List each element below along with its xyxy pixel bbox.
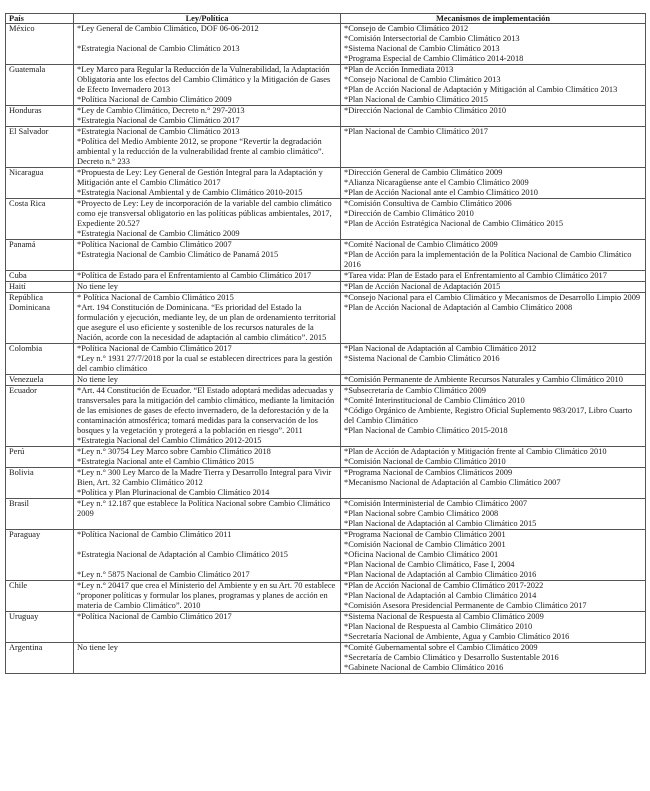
mechanisms-cell (341, 643, 646, 674)
table-row (6, 612, 646, 643)
country-cell: Venezuela (6, 375, 74, 386)
law-item: *Ley n.° 5875 Nacional de Cambio Climático 2017 (77, 570, 250, 579)
law-policy-cell (74, 499, 341, 530)
law-item: *Política Nacional de Cambio Climático 2017 (77, 612, 232, 621)
table-row (6, 65, 646, 106)
law-policy-cell (74, 106, 341, 127)
table-row (6, 581, 646, 612)
law-item: *Política de Estado para el Enfrentamiento al Cambio Climático 2017 (77, 271, 312, 280)
mechanism-item: *Subsecretaría de Cambio Climático 2009 (344, 386, 486, 395)
table-row (6, 468, 646, 499)
law-item: *Art. 44 Constitución de Ecuador. “El Estado adoptará medidas adecuadas y transversales para la mitigación del cambio climático, mediante la limitación de las emisiones de gases de efecto invernadero, de la deforestación y de la contaminación atmosférica; tomará medidas para la conservación de los bosques y la vegetación y protegerá a la población en riesgo”. 2011 (77, 386, 335, 435)
mechanisms-cell (341, 612, 646, 643)
law-item: No tiene ley (77, 282, 118, 291)
country-cell: Argentina (6, 643, 74, 674)
mechanism-item: *Plan Nacional de Adaptación al Cambio Climático 2012 (344, 344, 537, 353)
mechanism-item: *Sistema Nacional de Cambio Climático 2016 (344, 354, 500, 363)
table-body (6, 24, 646, 674)
law-policy-cell (74, 65, 341, 106)
header-law-policy: Ley/Política (74, 14, 341, 24)
mechanism-item: *Programa Nacional de Cambios Climáticos 2009 (344, 468, 513, 477)
law-policy-cell (74, 375, 341, 386)
table-row (6, 386, 646, 447)
mechanism-item: *Comité Interinstitucional de Cambio Climático 2010 (344, 396, 525, 405)
mechanism-item: *Consejo de Cambio Climático 2012 (344, 24, 469, 33)
mechanism-item: *Plan Nacional de Cambio Climático 2015-2018 (344, 426, 508, 435)
mechanisms-cell (341, 65, 646, 106)
mechanism-item: *Comisión Nacional de Cambio Climático 2001 (344, 540, 506, 549)
law-policy-cell (74, 282, 341, 293)
country-cell: Brasil (6, 499, 74, 530)
table-row (6, 240, 646, 271)
law-item: *Política y Plan Plurinacional de Cambio Climático 2014 (77, 488, 270, 497)
mechanism-item: *Dirección de Cambio Climático 2010 (344, 209, 474, 218)
table-row (6, 168, 646, 199)
mechanisms-cell (341, 386, 646, 447)
mechanism-item: *Código Orgánico de Ambiente, Registro Oficial Suplemento 983/2017, Libro Cuarto del Cambio Climático (344, 406, 633, 425)
mechanisms-cell (341, 344, 646, 375)
law-item (77, 34, 337, 44)
law-policy-cell (74, 386, 341, 447)
law-item: *Estrategia Nacional del Cambio Climático 2012-2015 (77, 436, 262, 445)
law-item: *Estrategia Nacional de Cambio Climático 2013 (77, 44, 240, 53)
mechanisms-cell (341, 447, 646, 468)
table-row (6, 282, 646, 293)
mechanism-item: *Sistema Nacional de Respuesta al Cambio Climático 2009 (344, 612, 544, 621)
law-item: *Política Nacional de Cambio Climático 2009 (77, 95, 232, 104)
mechanism-item: *Plan Nacional de Adaptación al Cambio Climático 2014 (344, 591, 537, 600)
law-item: *Ley Marco para Regular la Reducción de la Vulnerabilidad, la Adaptación Obligatoria ante los efectos del Cambio Climático y la Mitigación de Gases de Efecto Invernadero 2013 (77, 65, 331, 94)
law-item: *Propuesta de Ley: Ley General de Gestión Integral para la Adaptación y Mitigación ante el Cambio Climático 2017 (77, 168, 323, 187)
mechanism-item: *Secretaría de Cambio Climático y Desarrollo Sustentable 2016 (344, 653, 559, 662)
law-policy-cell (74, 447, 341, 468)
mechanism-item: *Plan de Acción Nacional de Adaptación y Mitigación al Cambio Climático 2013 (344, 85, 618, 94)
mechanism-item: *Plan Nacional de Adaptación al Cambio Climático 2016 (344, 570, 537, 579)
country-cell: Colombia (6, 344, 74, 375)
law-item (77, 560, 337, 570)
mechanism-item: *Gabinete Nacional de Cambio Climático 2016 (344, 663, 504, 672)
mechanisms-cell (341, 375, 646, 386)
mechanisms-cell (341, 282, 646, 293)
mechanism-item: *Comisión Consultiva de Cambio Climático 2006 (344, 199, 512, 208)
law-item: No tiene ley (77, 643, 118, 652)
table-row (6, 271, 646, 282)
table-row (6, 293, 646, 344)
country-cell: República Dominicana (6, 293, 74, 344)
law-policy-cell (74, 168, 341, 199)
law-policy-cell (74, 344, 341, 375)
mechanism-item: *Plan Nacional de Cambio Climático 2017 (344, 127, 488, 136)
law-policy-cell (74, 293, 341, 344)
law-item: *Estrategia Nacional de Cambio Climático 2017 (77, 116, 240, 125)
mechanism-item: *Plan Nacional de Respuesta al Cambio Climático 2010 (344, 622, 533, 631)
law-policy-cell (74, 612, 341, 643)
country-cell: Ecuador (6, 386, 74, 447)
mechanism-item: *Programa Especial de Cambio Climático 2014-2018 (344, 54, 524, 63)
mechanisms-cell (341, 24, 646, 65)
law-item: *Ley n.° 1931 27/7/2018 por la cual se establecen directrices para la gestión del cambio climático (77, 354, 333, 373)
table-row (6, 344, 646, 375)
law-policy-cell (74, 127, 341, 168)
mechanism-item: *Comisión Interministerial de Cambio Climático 2007 (344, 499, 528, 508)
mechanism-item: *Plan de Acción Nacional de Adaptación al Cambio Climático 2008 (344, 303, 573, 312)
law-item: *Estrategia Nacional de Adaptación al Cambio Climático 2015 (77, 550, 288, 559)
mechanism-item: *Plan de Acción Nacional de Adaptación 2015 (344, 282, 501, 291)
mechanism-item: *Comité Nacional de Cambio Climático 2009 (344, 240, 498, 249)
climate-policy-table (5, 13, 646, 674)
table-row (6, 106, 646, 127)
mechanisms-cell (341, 168, 646, 199)
mechanism-item: *Plan de Acción Inmediata 2013 (344, 65, 454, 74)
law-item: No tiene ley (77, 375, 118, 384)
law-policy-cell (74, 199, 341, 240)
table-row (6, 375, 646, 386)
law-item: *Política Nacional de Cambio Climático 2007 (77, 240, 232, 249)
law-item: * Política Nacional de Cambio Climático 2015 (77, 293, 234, 302)
table-row (6, 530, 646, 581)
mechanism-item: *Comisión Nacional de Cambio Climático 2010 (344, 457, 506, 466)
mechanism-item: *Secretaría Nacional de Ambiente, Agua y Cambio Climático 2016 (344, 632, 570, 641)
law-item: *Ley n.° 20417 que crea el Ministerio del Ambiente y en su Art. 70 establece “proponer políticas y formular los planes, programas y planes de acción en materia de Cambio Climático”. 2010 (77, 581, 336, 610)
mechanisms-cell (341, 468, 646, 499)
table-row (6, 24, 646, 65)
mechanisms-cell (341, 530, 646, 581)
mechanism-item: *Plan de Acción Nacional de Cambio Climático 2017-2022 (344, 581, 544, 590)
country-cell: Uruguay (6, 612, 74, 643)
law-policy-cell (74, 24, 341, 65)
country-cell: Nicaragua (6, 168, 74, 199)
mechanisms-cell (341, 581, 646, 612)
mechanisms-cell (341, 199, 646, 240)
mechanism-item: *Plan de Acción de Adaptación y Mitigación frente al Cambio Climático 2010 (344, 447, 607, 456)
law-item: *Política del Medio Ambiente 2012, se propone “Revertir la degradación ambiental y la reducción de la vulnerabilidad frente al cambio climático”. Decreto n.° 233 (77, 137, 324, 166)
mechanisms-cell (341, 106, 646, 127)
mechanism-item: *Plan de Acción Estratégica Nacional de Cambio Climático 2015 (344, 219, 564, 228)
mechanisms-cell (341, 499, 646, 530)
law-item: *Política Nacional de Cambio Climático 2017 (77, 344, 232, 353)
law-item: *Estrategia Nacional Ambiental y de Cambio Climático 2010-2015 (77, 188, 303, 197)
law-policy-cell (74, 581, 341, 612)
law-item: *Ley n.° 300 Ley Marco de la Madre Tierra y Desarrollo Integral para Vivir Bien, Art. 32 Cambio Climático 2012 (77, 468, 332, 487)
country-cell: Guatemala (6, 65, 74, 106)
mechanism-item: *Comité Gubernamental sobre el Cambio Climático 2009 (344, 643, 538, 652)
law-item: *Art. 194 Constitución de Dominicana. “Es prioridad del Estado la formulación y ejecución, mediante ley, de un plan de ordenamiento territorial que asegure el uso eficiente y sostenible de los recursos naturales de la Nación, acorde con la necesidad de adaptación al cambio climático”. 2015 (77, 303, 336, 342)
table-row (6, 199, 646, 240)
law-item: *Estrategia Nacional ante el Cambio Climático 2015 (77, 457, 254, 466)
country-cell: Cuba (6, 271, 74, 282)
law-policy-cell (74, 530, 341, 581)
header-mechanisms: Mecanismos de implementación (341, 14, 646, 24)
country-cell: Panamá (6, 240, 74, 271)
mechanism-item: *Plan Nacional de Cambio Climático 2015 (344, 95, 488, 104)
law-item: *Ley n.° 12.187 que establece la Política Nacional sobre Cambio Climático 2009 (77, 499, 331, 518)
table-row (6, 499, 646, 530)
mechanism-item: *Plan de Acción Nacional ante el Cambio Climático 2010 (344, 188, 538, 197)
mechanism-item: *Dirección Nacional de Cambio Climático 2010 (344, 106, 507, 115)
law-policy-cell (74, 643, 341, 674)
mechanism-item: *Plan Nacional de Cambio Climático, Fase I, 2004 (344, 560, 515, 569)
law-item: *Política Nacional de Cambio Climático 2011 (77, 530, 232, 539)
law-policy-cell (74, 240, 341, 271)
country-cell: Perú (6, 447, 74, 468)
mechanism-item: *Plan de Acción para la implementación de la Política Nacional de Cambio Climático 2016 (344, 250, 632, 269)
mechanisms-cell (341, 127, 646, 168)
mechanisms-cell (341, 293, 646, 344)
mechanism-item: *Alianza Nicaragüense ante el Cambio Climático 2009 (344, 178, 529, 187)
country-cell: Honduras (6, 106, 74, 127)
table-row (6, 447, 646, 468)
law-item: *Estrategia Nacional de Cambio Climático 2013 (77, 127, 240, 136)
law-item: *Estrategia Nacional de Cambio Climático de Panamá 2015 (77, 250, 279, 259)
mechanism-item: *Sistema Nacional de Cambio Climático 2013 (344, 44, 500, 53)
law-policy-cell (74, 271, 341, 282)
mechanism-item: *Dirección General de Cambio Climático 2009 (344, 168, 503, 177)
law-item (77, 540, 337, 550)
mechanism-item: *Comisión Permanente de Ambiente Recursos Naturales y Cambio Climático 2010 (344, 375, 623, 384)
mechanism-item: *Tarea vida: Plan de Estado para el Enfrentamiento al Cambio Climático 2017 (344, 271, 607, 280)
country-cell: México (6, 24, 74, 65)
mechanisms-cell (341, 240, 646, 271)
header-row (6, 14, 646, 24)
mechanism-item: *Plan Nacional de Adaptación al Cambio Climático 2015 (344, 519, 537, 528)
mechanism-item: *Programa Nacional de Cambio Climático 2001 (344, 530, 506, 539)
table-row (6, 643, 646, 674)
header-country: País (6, 14, 74, 24)
mechanism-item: *Comisión Asesora Presidencial Permanente de Cambio Climático 2017 (344, 601, 587, 610)
law-item: *Ley de Cambio Climático, Decreto n.° 297-2013 (77, 106, 245, 115)
mechanism-item: *Comisión Intersectorial de Cambio Climático 2013 (344, 34, 520, 43)
law-item: *Proyecto de Ley: Ley de incorporación de la variable del cambio climático como eje transversal obligatorio en las políticas públicas ambientales, 2017, Expediente 20.527 (77, 199, 332, 228)
country-cell: Haití (6, 282, 74, 293)
law-item: *Ley n.° 30754 Ley Marco sobre Cambio Climático 2018 (77, 447, 271, 456)
mechanisms-cell (341, 271, 646, 282)
country-cell: Paraguay (6, 530, 74, 581)
country-cell: Bolivia (6, 468, 74, 499)
mechanism-item: *Plan Nacional sobre Cambio Climático 2008 (344, 509, 499, 518)
mechanism-item: *Consejo Nacional para el Cambio Climático y Mecanismos de Desarrollo Limpio 2009 (344, 293, 641, 302)
mechanism-item: *Consejo Nacional de Cambio Climático 2013 (344, 75, 501, 84)
mechanism-item: *Oficina Nacional de Cambio Climático 2001 (344, 550, 499, 559)
mechanism-item: *Mecanismo Nacional de Adaptación al Cambio Climático 2007 (344, 478, 561, 487)
law-item: *Estrategia Nacional de Cambio Climático 2009 (77, 229, 240, 238)
country-cell: Costa Rica (6, 199, 74, 240)
law-item: *Ley General de Cambio Climático, DOF 06-06-2012 (77, 24, 259, 33)
country-cell: Chile (6, 581, 74, 612)
law-policy-cell (74, 468, 341, 499)
country-cell: El Salvador (6, 127, 74, 168)
table-row (6, 127, 646, 168)
